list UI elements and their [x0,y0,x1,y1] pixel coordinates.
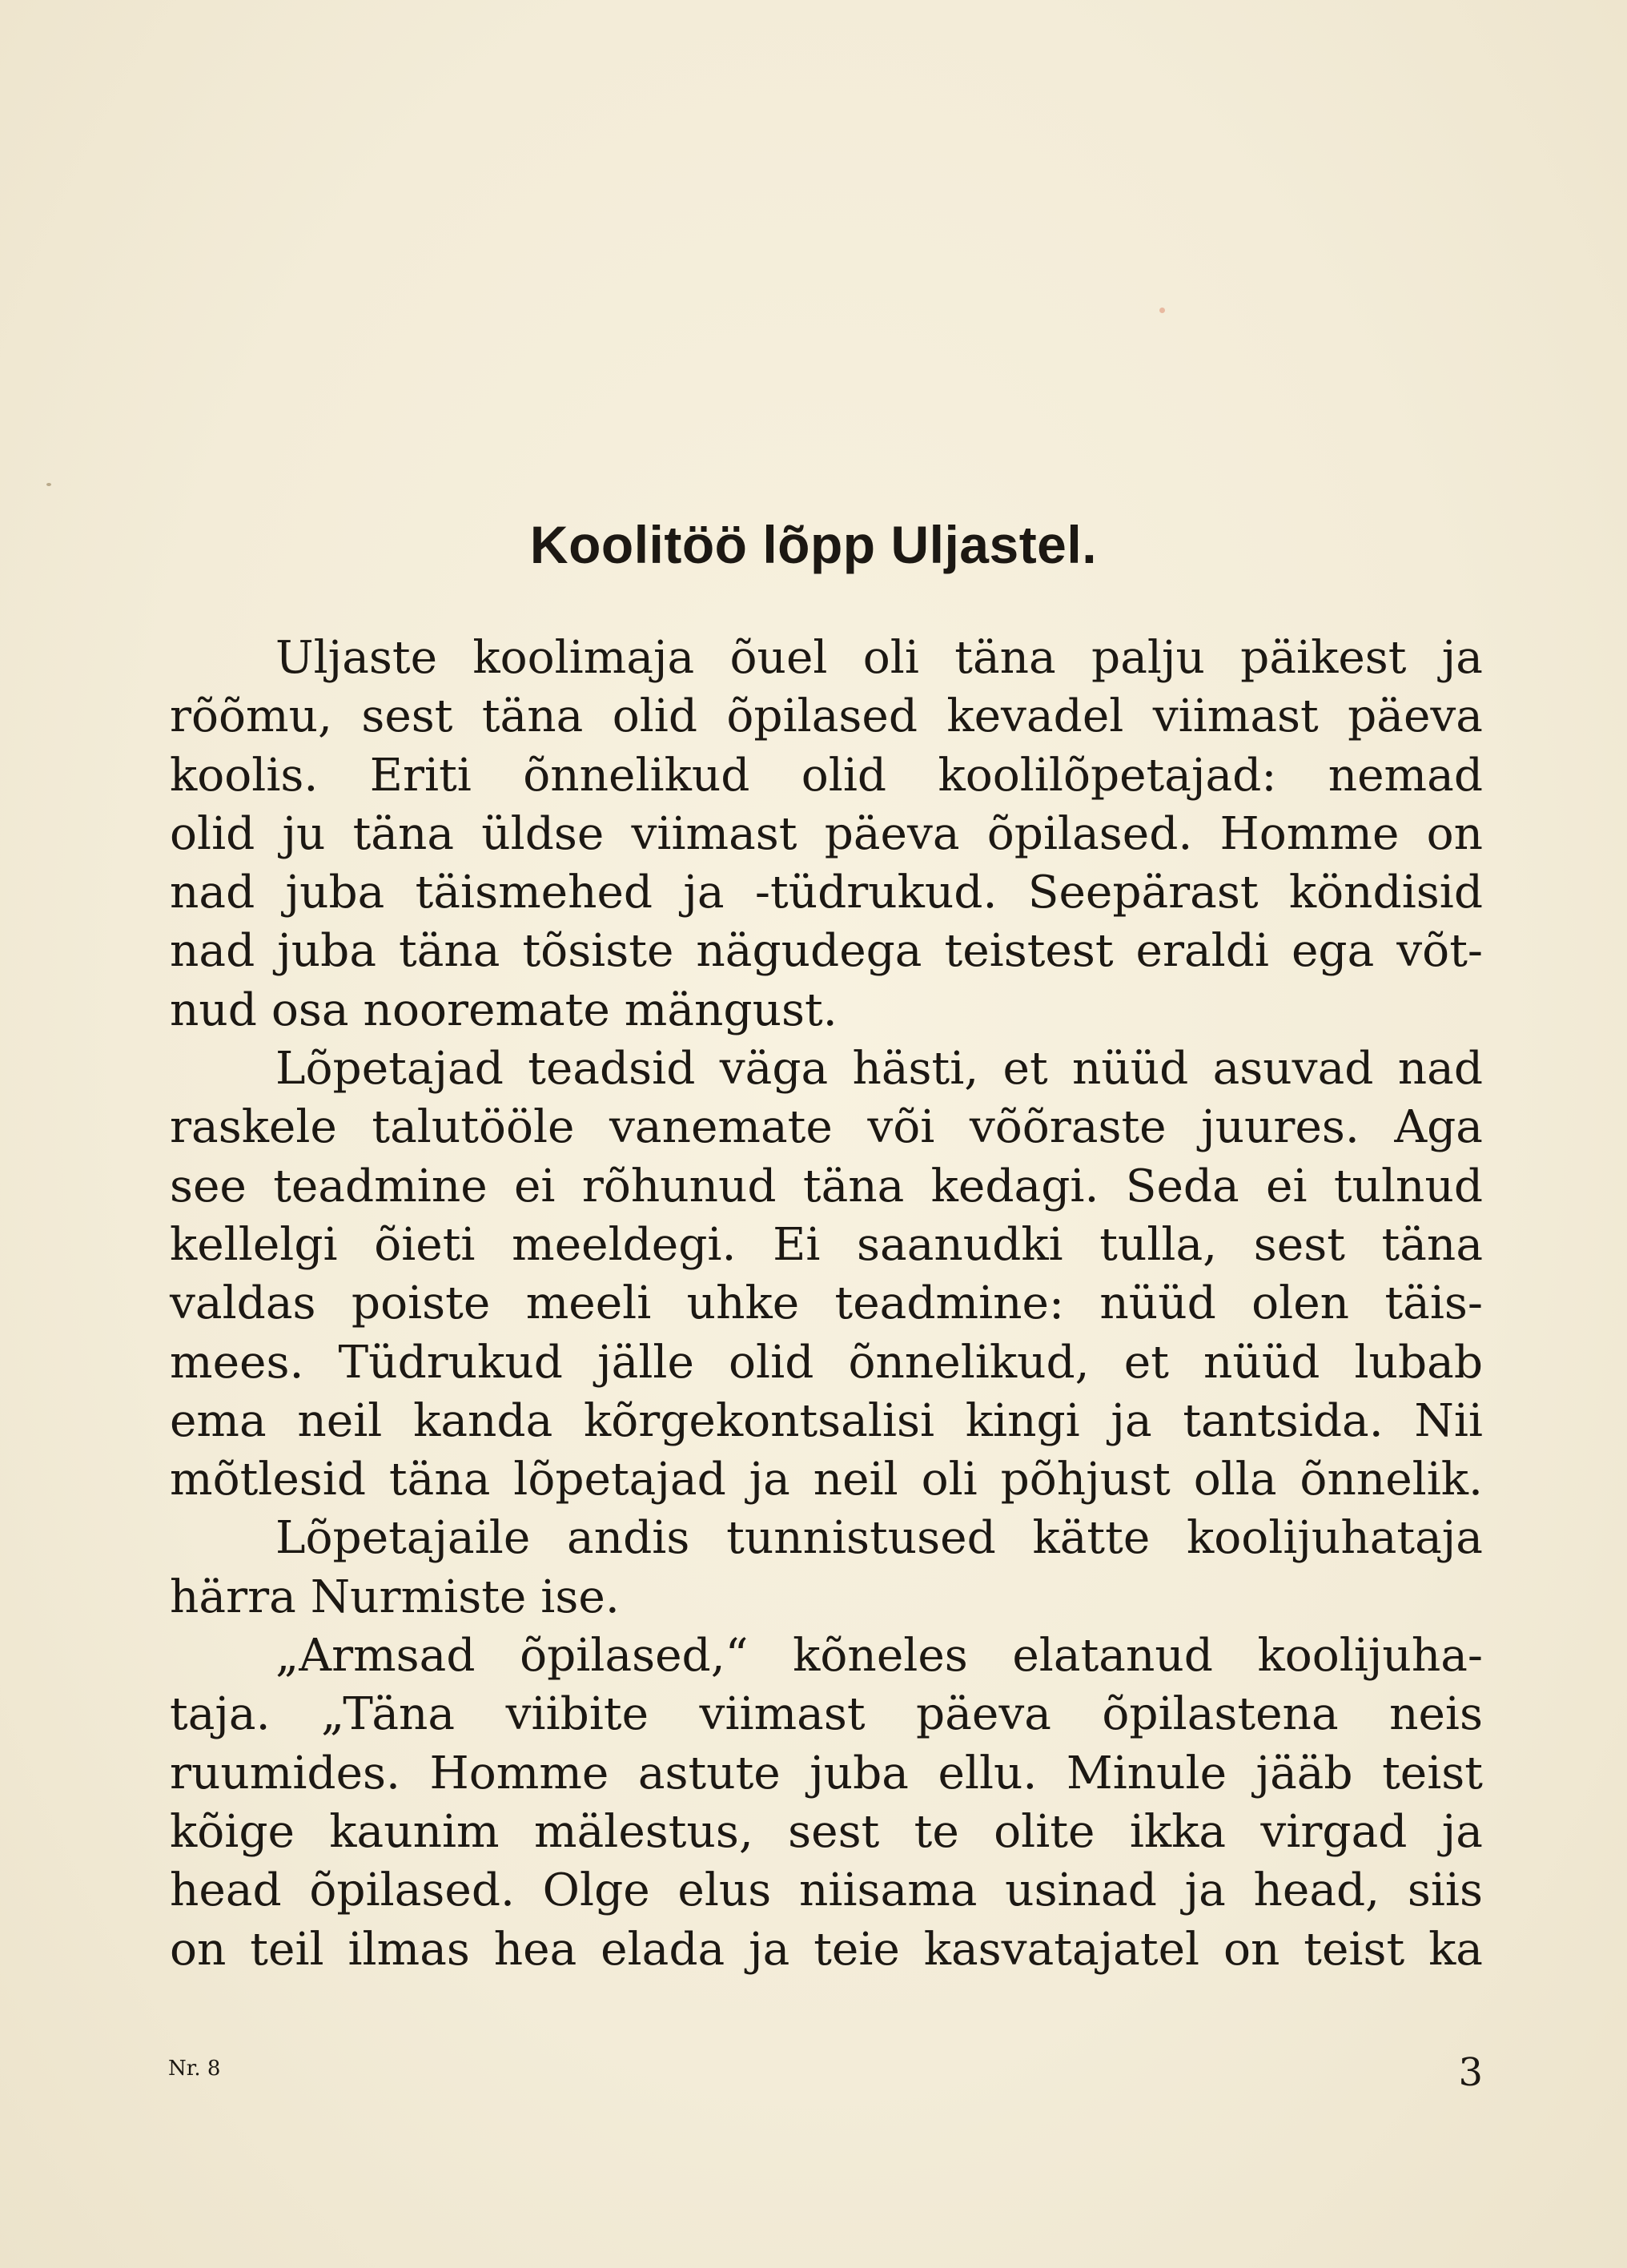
chapter-title: Koolitöö lõpp Uljastel. [529,515,1098,574]
text-line: on teil ilmas hea elada ja teie kasvatajatel on teist ka [170,1923,1483,1976]
text-line: „Armsad õpilased,“ kõneles elatanud koolijuha- [275,1630,1483,1683]
text-line: Lõpetajaile andis tunnistused kätte koolijuhataja [275,1512,1483,1565]
paper-speck [46,483,51,486]
text-line: head õpilased. Olge elus niisama usinad ja head, siis [170,1864,1483,1917]
body-text [170,629,1483,1979]
text-line: härra Nurmiste ise. [170,1570,620,1623]
text-line: kõige kaunim mälestus, sest te olite ikka virgad ja [170,1805,1483,1858]
text-line: mees. Tüdrukud jälle olid õnnelikud, et nüüd lubab [170,1336,1483,1389]
text-line: koolis. Eriti õnnelikud olid koolilõpetajad: nemad [170,749,1483,802]
text-line: nud osa nooremate mängust. [170,983,838,1036]
text-line: olid ju täna üldse viimast päeva õpilased. Homme on [170,807,1483,860]
page-number: 3 [1458,2050,1483,2095]
text-line: raskele talutööle vanemate või võõraste juures. Aga [170,1101,1483,1154]
text-line: kellelgi õieti meeldegi. Ei saanudki tulla, sest täna [170,1218,1483,1271]
text-line: Lõpetajad teadsid väga hästi, et nüüd asuvad nad [275,1043,1483,1096]
text-line: nad juba täna tõsiste nägudega teistest eraldi ega võt- [170,925,1483,978]
text-line: nad juba täismehed ja -tüdrukud. Seepärast köndisid [170,867,1483,919]
text-line: taja. „Täna viibite viimast päeva õpilastena neis [170,1688,1483,1741]
sheet-signature: Nr. 8 [168,2057,221,2081]
text-line: Uljaste koolimaja õuel oli täna palju päikest ja [275,632,1483,684]
text-line: ruumides. Homme astute juba ellu. Minule jääb teist [170,1747,1483,1800]
text-line: see teadmine ei rõhunud täna kedagi. Seda ei tulnud [170,1160,1483,1212]
text-line: mõtlesid täna lõpetajad ja neil oli põhjust olla õnnelik. [170,1454,1483,1506]
text-line: rõõmu, sest täna olid õpilased kevadel viimast päeva [170,690,1483,743]
paper-speck [1159,308,1165,313]
text-line: valdas poiste meeli uhke teadmine: nüüd olen täis- [170,1277,1483,1330]
text-line: ema neil kanda kõrgekontsalisi kingi ja tantsida. Nii [170,1394,1483,1447]
